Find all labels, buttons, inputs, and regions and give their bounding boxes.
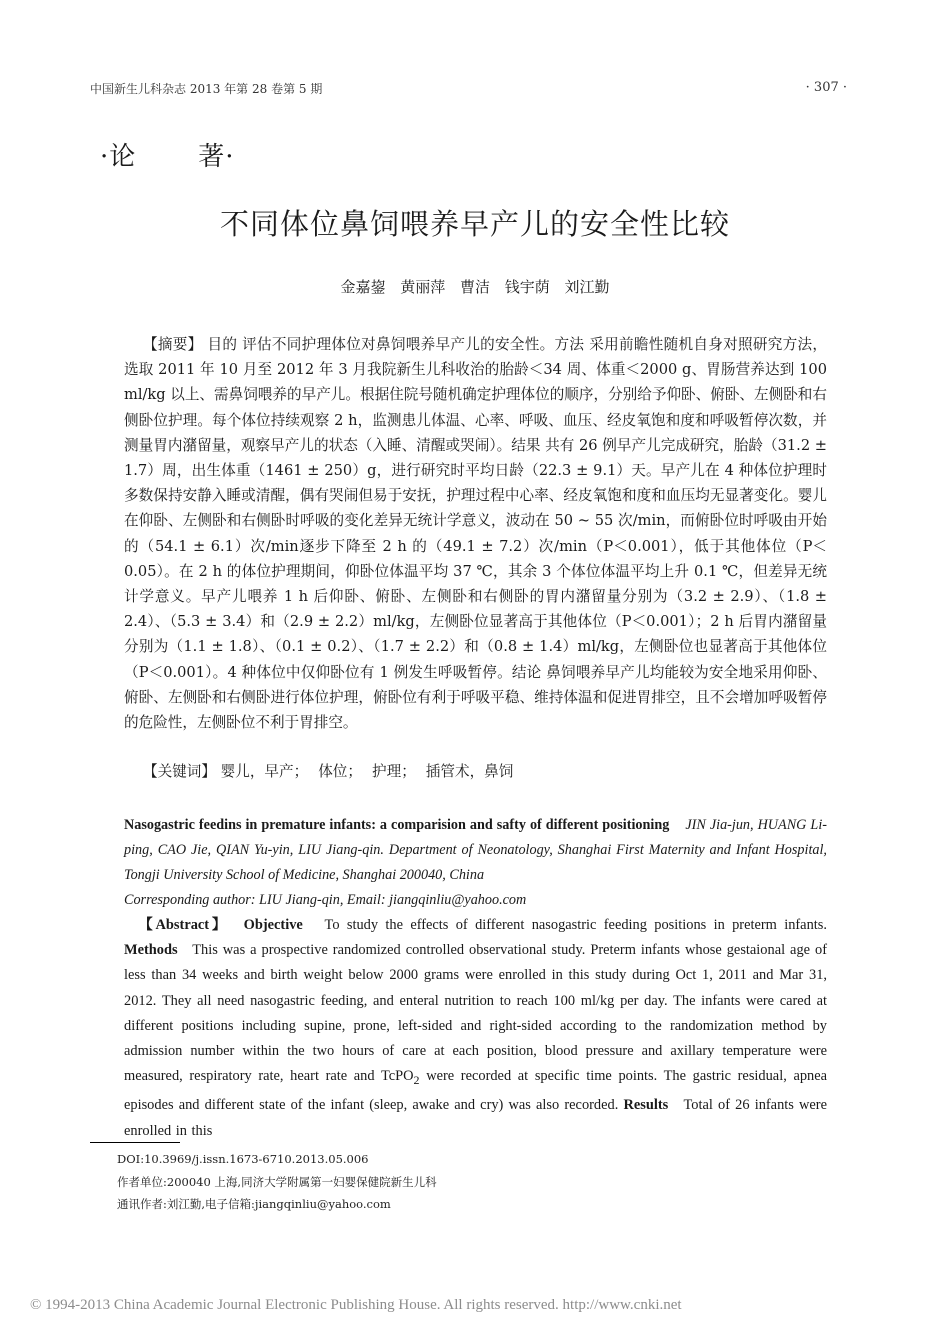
- section-label-right: 著·: [198, 142, 235, 172]
- section-label: [100, 136, 235, 173]
- results-label: Results: [623, 1097, 669, 1114]
- running-header: 中国新生儿科杂志 2013 年第 28 卷第 5 期: [90, 82, 323, 96]
- footnote-affiliation: 作者单位:200040 上海,同济大学附属第一妇婴保健院新生儿科: [117, 1175, 437, 1189]
- abstract-label: 【摘要】: [143, 336, 203, 353]
- objective-label: Objective: [243, 917, 303, 933]
- abstract-text: 目的 评估不同护理体位对鼻饲喂养早产儿的安全性。方法 采用前瞻性随机自身对照研究方法，选取 2011 年 10 月至 2012 年 3 月我院新生儿科收治的胎龄＜34 周、体重＜2000 g、胃肠营养达到 100 ml/kg 以上、需鼻饲喂养的早产儿。根据住院号随机确定护理体位的顺序，分别给予仰卧、俯卧、左侧卧和右侧卧位护理。每个体位持续观察 2 h，监测患儿体温、心率、呼吸、血压、经皮氧饱和度和呼吸暂停次数，并测量胃内潴留量，观察早产儿的状态（入睡、清醒或哭闹）。结果 共有 26 例早产儿完成研究，胎龄（31.2 ± 1.7）周，出生体重（1461 ± 250）g，进行研究时平均日龄（22.3 ± 9.1）天。早产儿在 4 种体位护理时多数保持安静入睡或清醒，偶有哭闹但易于安抚，护理过程中心率、经皮氧饱和度和血压均无显著变化。婴儿在仰卧、左侧卧和右侧卧时呼吸的变化差异无统计学意义，波动在 50 ~ 55 次/min，而俯卧位时呼吸由开始的（54.1 ± 6.1）次/min逐步下降至 2 h 的（49.1 ± 7.2）次/min（P＜0.001），低于其他体位（P＜0.05）。在 2 h 的体位护理期间，仰卧位体温平均 37 ℃，其余 3 个体位体温平均上升 0.1 ℃，但差异无统计学意义。早产儿喂养 1 h 后仰卧、俯卧、左侧卧和右侧卧的胃内潴留量分别为（3.2 ± 2.9）、（1.8 ± 2.4）、（5.3 ± 3.4）和（2.9 ± 2.2）ml/kg，左侧卧位显著高于其他体位（P＜0.001）；2 h 后胃内潴留量分别为（1.1 ± 1.8）、（0.1 ± 0.2）、（1.7 ± 2.2）和（0.8 ± 1.4）ml/kg，左侧卧位也显著高于其他体位（P＜0.001）。4 种体位中仅仰卧位有 1 例发生呼吸暂停。结论 鼻饲喂养早产儿均能较为安全地采用仰卧、俯卧、左侧卧和右侧卧进行体位护理，俯卧位有利于呼吸平稳、维持体温和促进胃排空，且不会增加呼吸暂停的危险性，左侧卧位不利于胃排空。: [124, 336, 827, 732]
- english-abstract: [124, 913, 827, 1144]
- article-title: 不同体位鼻饲喂养早产儿的安全性比较: [219, 207, 730, 241]
- copyright-notice: © 1994-2013 China Academic Journal Electronic Publishing House. All rights reserved. http://www.cnki.net: [30, 1297, 682, 1313]
- section-label-left: ·论: [100, 142, 137, 172]
- methods-subscript: 2: [413, 1073, 420, 1088]
- english-title: Nasogastric feedins in premature infants: a comparision and safty of different positioning: [124, 817, 670, 833]
- english-authors: JIN Jia-jun, HUANG Li-ping, CAO Jie, QIAN Yu-yin, LIU Jiang-qin.: [124, 817, 827, 858]
- keyword: 体位；: [318, 763, 362, 780]
- methods-label: Methods: [124, 942, 178, 959]
- author-list: 金嘉鋆 黄丽萍 曹洁 钱宇荫 刘江勤: [340, 278, 610, 296]
- keyword: 插管术，鼻饲: [425, 763, 514, 780]
- results-text: Total of 26 infants were enrolled in this: [124, 1097, 827, 1139]
- english-affiliation: Department of Neonatology, Shanghai First Maternity and Infant Hospital, Tongji University School of Medicine, Shanghai 200040, China: [124, 842, 827, 883]
- methods-text-cont: were recorded at specific time points. The gastric residual, apnea episodes and different state of the infant (sleep, awake and cry) was also recorded.: [124, 1068, 827, 1114]
- abstract-label-en: 【Abstract】: [138, 917, 229, 933]
- english-title-block: [124, 813, 827, 913]
- keyword: 护理；: [372, 763, 416, 780]
- methods-text: This was a prospective randomized controlled observational study. Preterm infants whose gestaional age of less than 34 weeks and birth weight below 2000 grams were enrolled in this study during Oct 1, 2011 and Mar 31, 2012. They all need nasogastric feeding, and enteral nutrition to reach 100 ml/kg per day. The infants were cared at different positions including supine, prone, left-sided and right-sided according to the randomization method by admission number within the two hours of care at each position, blood pressure and axillary temperature were measured, respiratory rate, heart rate and TcPO: [124, 942, 827, 1085]
- keywords-label: 【关键词】: [143, 763, 216, 780]
- footnote-corresponding: 通讯作者:刘江勤,电子信箱:jiangqinliu@yahoo.com: [117, 1197, 391, 1211]
- footnote-doi: DOI:10.3969/j.issn.1673-6710.2013.05.006: [117, 1152, 369, 1166]
- page-number: · 307 ·: [805, 80, 847, 95]
- chinese-keywords: [124, 760, 827, 781]
- footnote-divider: [90, 1142, 180, 1143]
- english-corresponding: Corresponding author: LIU Jiang-qin, Email: jiangqinliu@yahoo.com: [124, 892, 527, 908]
- keyword: 婴儿，早产；: [220, 763, 309, 780]
- chinese-abstract: [124, 332, 827, 735]
- objective-text: To study the effects of different nasogastric feeding positions in preterm infants.: [324, 917, 827, 933]
